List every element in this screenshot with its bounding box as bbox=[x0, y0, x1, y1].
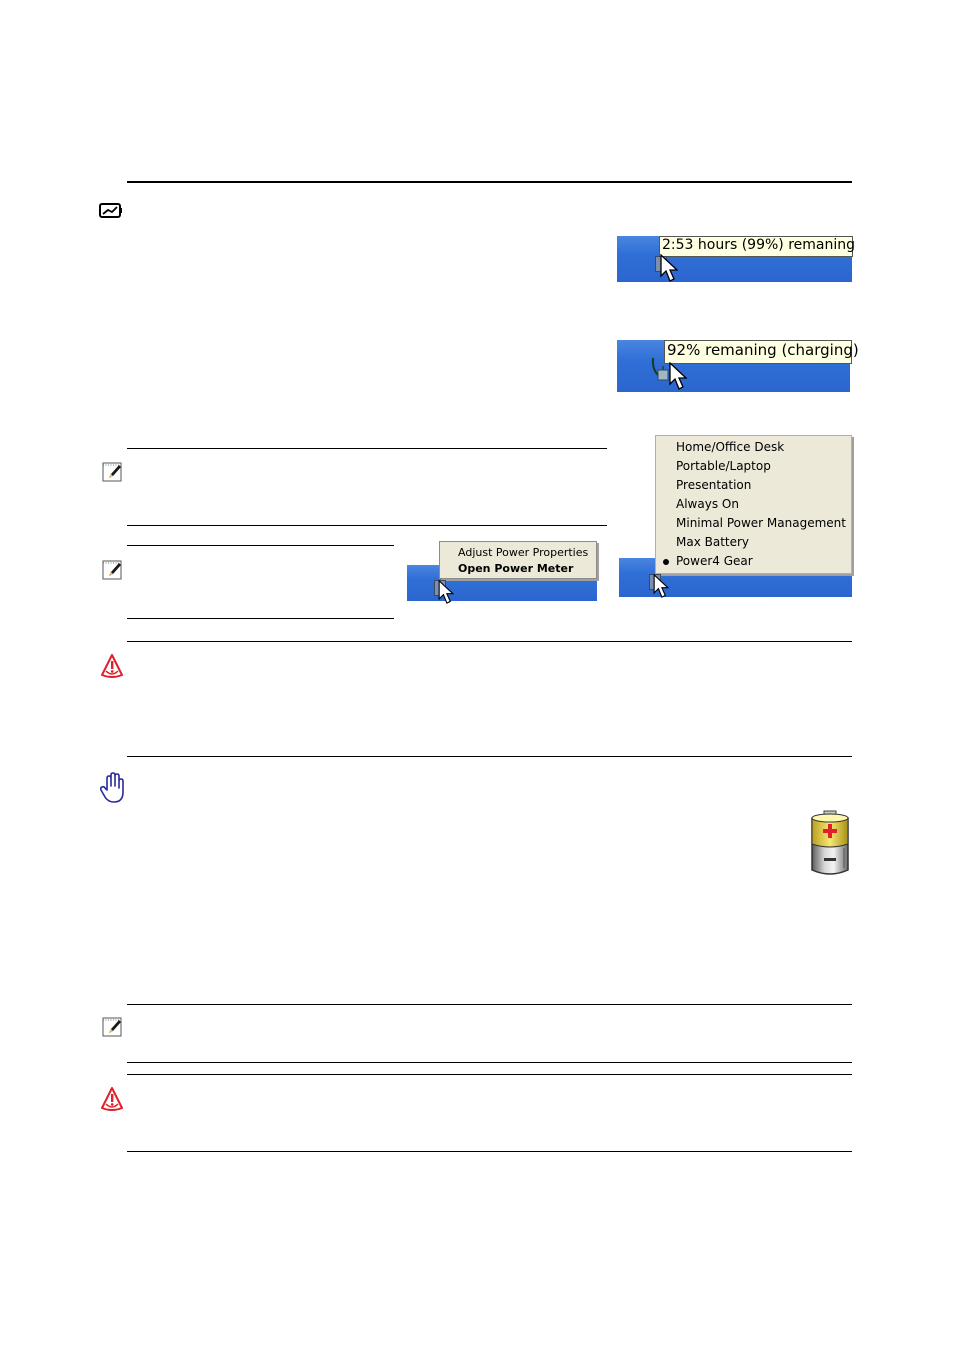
warning-icon bbox=[100, 1086, 124, 1112]
note2-top-rule bbox=[127, 545, 394, 546]
battery-mode-icon bbox=[99, 203, 123, 219]
header-rule bbox=[127, 181, 852, 183]
note3-top-rule bbox=[127, 1004, 852, 1005]
battery-remaining-text: 2:53 hours (99%) remaning bbox=[662, 237, 855, 253]
power-scheme-menu bbox=[655, 435, 852, 574]
battery-remaining-tooltip bbox=[659, 236, 853, 257]
menu-item-max-battery[interactable]: Max Battery bbox=[676, 535, 750, 549]
power-context-menu bbox=[439, 541, 597, 579]
hand-stop-icon bbox=[100, 772, 124, 804]
mouse-cursor-icon bbox=[438, 580, 454, 604]
note3-bottom-rule bbox=[127, 1062, 852, 1063]
warning-top-rule bbox=[127, 641, 852, 642]
mouse-cursor-icon bbox=[669, 362, 687, 390]
note-top-rule bbox=[127, 448, 607, 449]
selected-bullet-icon bbox=[663, 559, 669, 565]
warning-bottom-rule bbox=[127, 756, 852, 757]
menu-item-open-power-meter[interactable]: Open Power Meter bbox=[458, 562, 574, 575]
warning2-top-rule bbox=[127, 1074, 852, 1075]
battery-icon bbox=[808, 808, 852, 880]
warning-icon bbox=[100, 653, 124, 679]
note-pencil-icon bbox=[102, 461, 124, 483]
mouse-cursor-icon bbox=[660, 254, 678, 282]
warning2-bottom-rule bbox=[127, 1151, 852, 1152]
note-pencil-icon bbox=[102, 559, 124, 581]
charging-remaining-text: 92% remaning (charging) bbox=[667, 341, 859, 359]
menu-item-presentation[interactable]: Presentation bbox=[676, 478, 752, 492]
menu-item-home-office-desk[interactable]: Home/Office Desk bbox=[676, 440, 785, 454]
mouse-cursor-icon bbox=[653, 574, 669, 598]
menu-item-always-on[interactable]: Always On bbox=[676, 497, 739, 511]
menu-item-power4-gear[interactable]: Power4 Gear bbox=[656, 554, 851, 571]
menu-item-minimal-power-management[interactable]: Minimal Power Management bbox=[676, 516, 846, 530]
menu-item-adjust-power-properties[interactable]: Adjust Power Properties bbox=[458, 546, 589, 559]
charging-remaining-tooltip bbox=[664, 340, 859, 364]
note2-bottom-rule bbox=[127, 618, 394, 619]
note-pencil-icon bbox=[102, 1016, 124, 1038]
menu-item-portable-laptop[interactable]: Portable/Laptop bbox=[676, 459, 771, 473]
note-bottom-rule bbox=[127, 525, 607, 526]
